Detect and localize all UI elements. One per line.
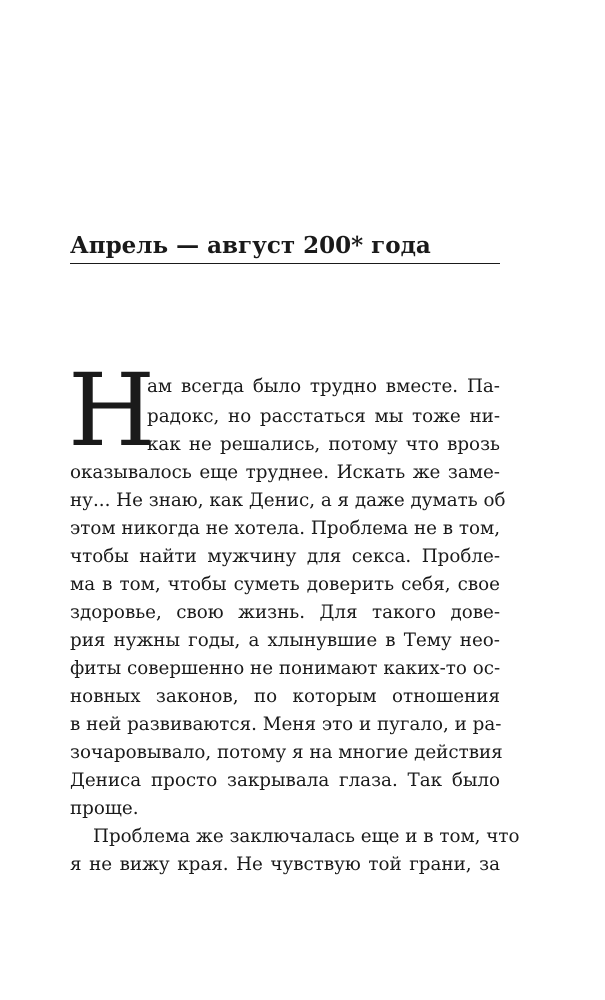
title-underline: [70, 263, 500, 264]
text-line: чтобы найти мужчину для секса. Пробле-: [70, 546, 500, 567]
text-line: Проблема же заключалась еще и в том, что: [93, 826, 520, 847]
text-line: этом никогда не хотела. Проблема не в том,: [70, 518, 501, 539]
text-line: проще.: [70, 798, 139, 819]
text-line: Дениса просто закрывала глаза. Так было: [70, 770, 500, 791]
chapter-title: Апрель — август 200* года: [70, 232, 431, 259]
text-line: ма в том, чтобы суметь доверить себя, свое: [70, 574, 500, 595]
text-line: фиты совершенно не понимают каких-то ос-: [70, 658, 501, 679]
text-line: зочаровывало, потому я на многие действия: [70, 742, 503, 763]
text-line: новных законов, по которым отношения: [70, 686, 500, 707]
text-line: я не вижу края. Не чувствую той грани, за: [70, 854, 500, 875]
drop-cap: Н: [68, 352, 156, 469]
text-line: рия нужны годы, а хлынувшие в Тему нео-: [70, 630, 500, 651]
text-line: в ней развиваются. Меня это и пугало, и ра-: [70, 714, 502, 735]
text-line: радокс, но расстаться мы тоже ни-: [147, 406, 500, 427]
text-line: ну... Не знаю, как Денис, а я даже думать об: [70, 490, 506, 511]
text-line: ам всегда было трудно вместе. Па-: [147, 376, 500, 397]
text-line: как не решались, потому что врозь: [147, 434, 500, 455]
text-line: здоровье, свою жизнь. Для такого дове-: [70, 602, 500, 623]
text-line: оказывалось еще труднее. Искать же заме-: [70, 462, 500, 483]
